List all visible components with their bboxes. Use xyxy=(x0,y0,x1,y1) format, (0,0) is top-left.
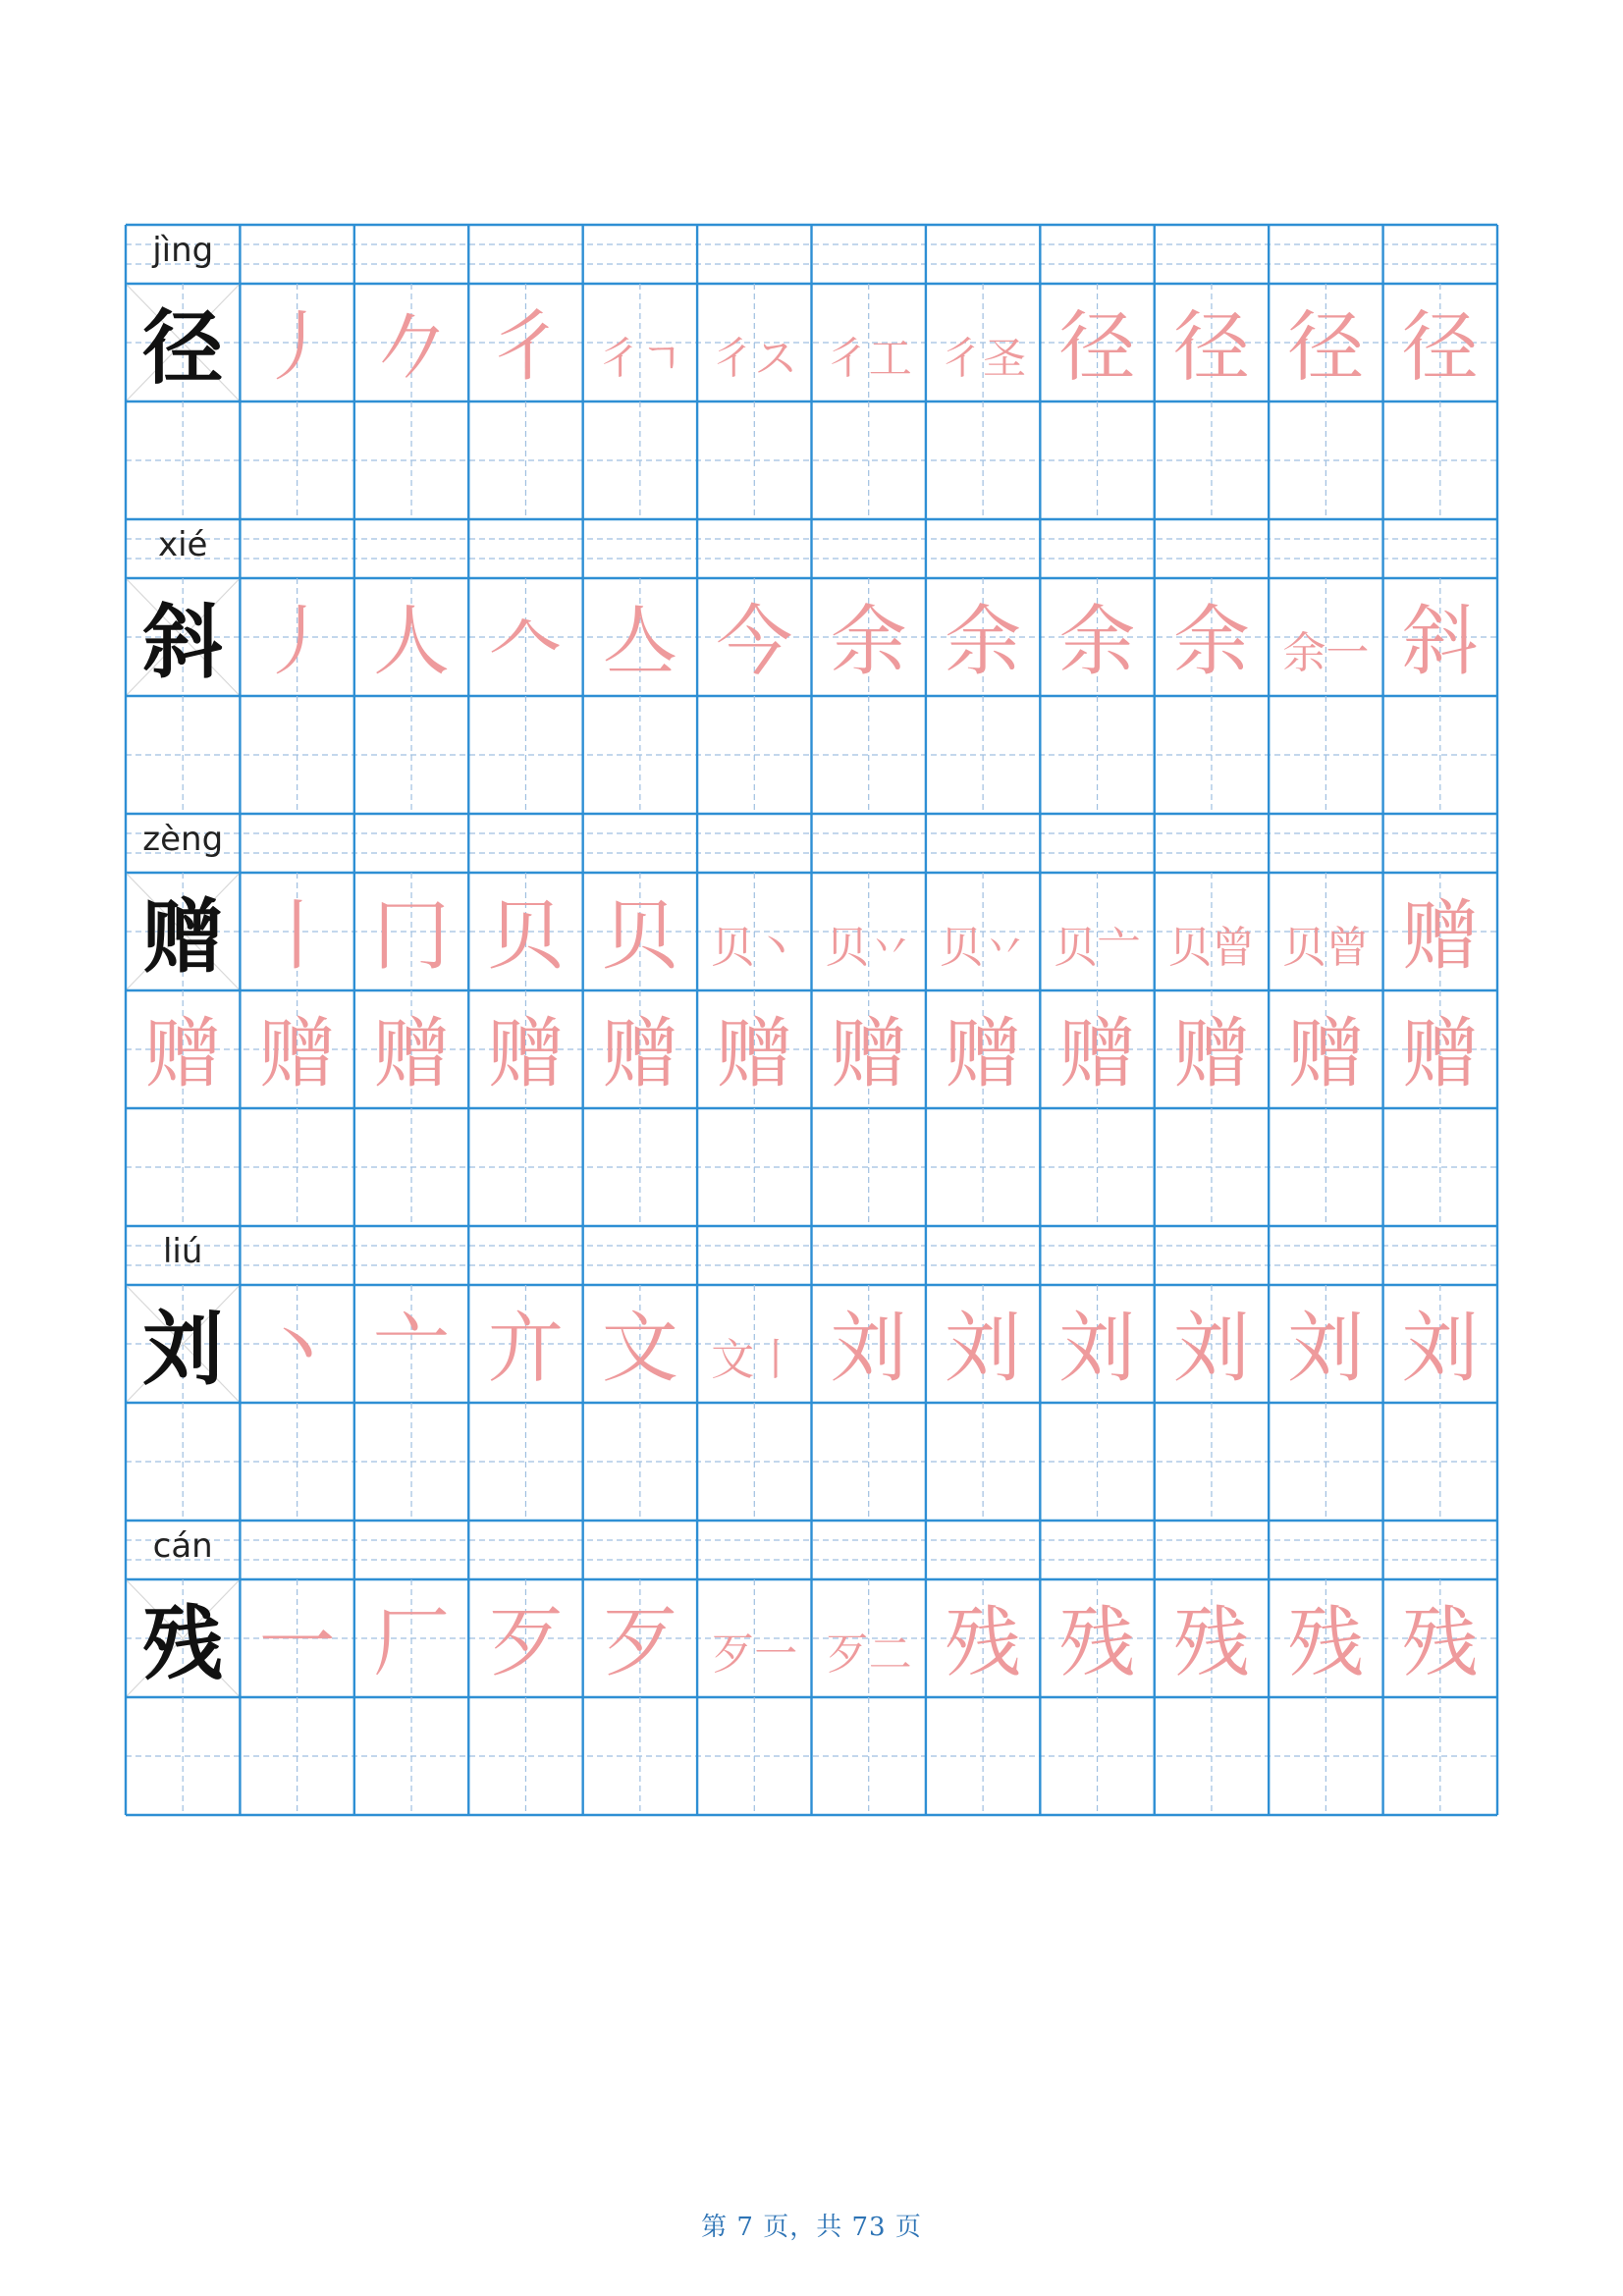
trace-character: 歹二 xyxy=(825,1629,912,1681)
model-character: 刘 xyxy=(142,1302,224,1397)
trace-character: 赠 xyxy=(716,1010,793,1099)
trace-character: 赠 xyxy=(1058,1010,1136,1099)
writing-grid xyxy=(126,225,1497,1815)
trace-character: 赠 xyxy=(144,1010,222,1099)
trace-character: 刘 xyxy=(1287,1305,1365,1394)
trace-character: 赠 xyxy=(830,1010,907,1099)
trace-character: 赠 xyxy=(1172,1010,1250,1099)
trace-character: 赠 xyxy=(1401,1010,1479,1099)
trace-character: 余一 xyxy=(1282,628,1370,679)
trace-character: 亠 xyxy=(373,1305,451,1394)
pinyin-label: jìng xyxy=(152,231,214,271)
trace-character: 刘 xyxy=(945,1305,1022,1394)
model-character: 赠 xyxy=(142,889,224,985)
pinyin-label: zèng xyxy=(142,820,224,860)
trace-character: 刘 xyxy=(1058,1305,1136,1394)
trace-character: 径 xyxy=(1058,303,1136,393)
trace-character: 丿 xyxy=(258,303,336,393)
trace-character: 彳ス xyxy=(711,334,798,385)
trace-character: 𠆢 xyxy=(487,598,565,687)
trace-character: 贝丷 xyxy=(940,923,1027,974)
pinyin-label: xié xyxy=(157,525,208,565)
trace-character: 余 xyxy=(1172,598,1250,687)
trace-character: 亼 xyxy=(601,598,678,687)
trace-character: 一 xyxy=(258,1599,336,1688)
trace-character: 余 xyxy=(1058,598,1136,687)
trace-character: 径 xyxy=(1401,303,1479,393)
trace-character: 余 xyxy=(830,598,907,687)
trace-character: 歹 xyxy=(487,1599,565,1688)
trace-character: 赠 xyxy=(1401,892,1479,982)
model-character: 径 xyxy=(142,300,224,396)
trace-character: 赠 xyxy=(601,1010,678,1099)
trace-character: 赠 xyxy=(1287,1010,1365,1099)
trace-character: 余 xyxy=(945,598,1022,687)
trace-character: 文 xyxy=(601,1305,678,1394)
trace-character: 贝亠 xyxy=(1054,923,1141,974)
trace-character: 赠 xyxy=(487,1010,565,1099)
model-character: 残 xyxy=(142,1596,224,1691)
model-character: 斜 xyxy=(142,595,224,690)
practice-sheet xyxy=(126,225,1497,2168)
trace-character: 残 xyxy=(1287,1599,1365,1688)
trace-character: 丨 xyxy=(258,892,336,982)
trace-character: 𠂊 xyxy=(373,303,451,393)
trace-character: 彳工 xyxy=(825,334,912,385)
trace-character: 丶 xyxy=(258,1305,336,1394)
pinyin-label: liú xyxy=(162,1232,203,1272)
trace-character: 贝曾 xyxy=(1282,923,1370,974)
trace-character: 残 xyxy=(1058,1599,1136,1688)
trace-character: 赠 xyxy=(945,1010,1022,1099)
trace-character: 冂 xyxy=(373,892,451,982)
trace-character: 刘 xyxy=(1172,1305,1250,1394)
trace-character: 残 xyxy=(945,1599,1022,1688)
trace-character: 亣 xyxy=(487,1305,565,1394)
trace-character: 刘 xyxy=(1401,1305,1479,1394)
trace-character: 贝丷 xyxy=(825,923,912,974)
page-footer: 第 7 页，共 73 页 xyxy=(701,2213,922,2242)
trace-character: 彳ㄱ xyxy=(597,334,683,385)
trace-character: 彳 xyxy=(487,303,565,393)
trace-character: 残 xyxy=(1172,1599,1250,1688)
trace-character: 歹 xyxy=(601,1599,678,1688)
trace-character: 刘 xyxy=(830,1305,907,1394)
trace-character: 径 xyxy=(1172,303,1250,393)
trace-character: 贝 xyxy=(487,892,565,982)
pinyin-label: cán xyxy=(152,1526,213,1567)
trace-character: 赠 xyxy=(373,1010,451,1099)
trace-character: 径 xyxy=(1287,303,1365,393)
trace-character: 文丨 xyxy=(711,1335,798,1386)
trace-character: 残 xyxy=(1401,1599,1479,1688)
trace-character: 人 xyxy=(373,598,451,687)
trace-character: 贝丶 xyxy=(711,923,798,974)
trace-character: 歹一 xyxy=(711,1629,798,1681)
trace-character: 今 xyxy=(716,598,793,687)
trace-character: 彳圣 xyxy=(940,334,1027,385)
trace-character: 丿 xyxy=(258,598,336,687)
trace-character: 贝曾 xyxy=(1167,923,1255,974)
trace-character: 厂 xyxy=(373,1599,451,1688)
trace-character: 贝 xyxy=(601,892,678,982)
trace-character: 赠 xyxy=(258,1010,336,1099)
trace-character: 斜 xyxy=(1401,598,1479,687)
